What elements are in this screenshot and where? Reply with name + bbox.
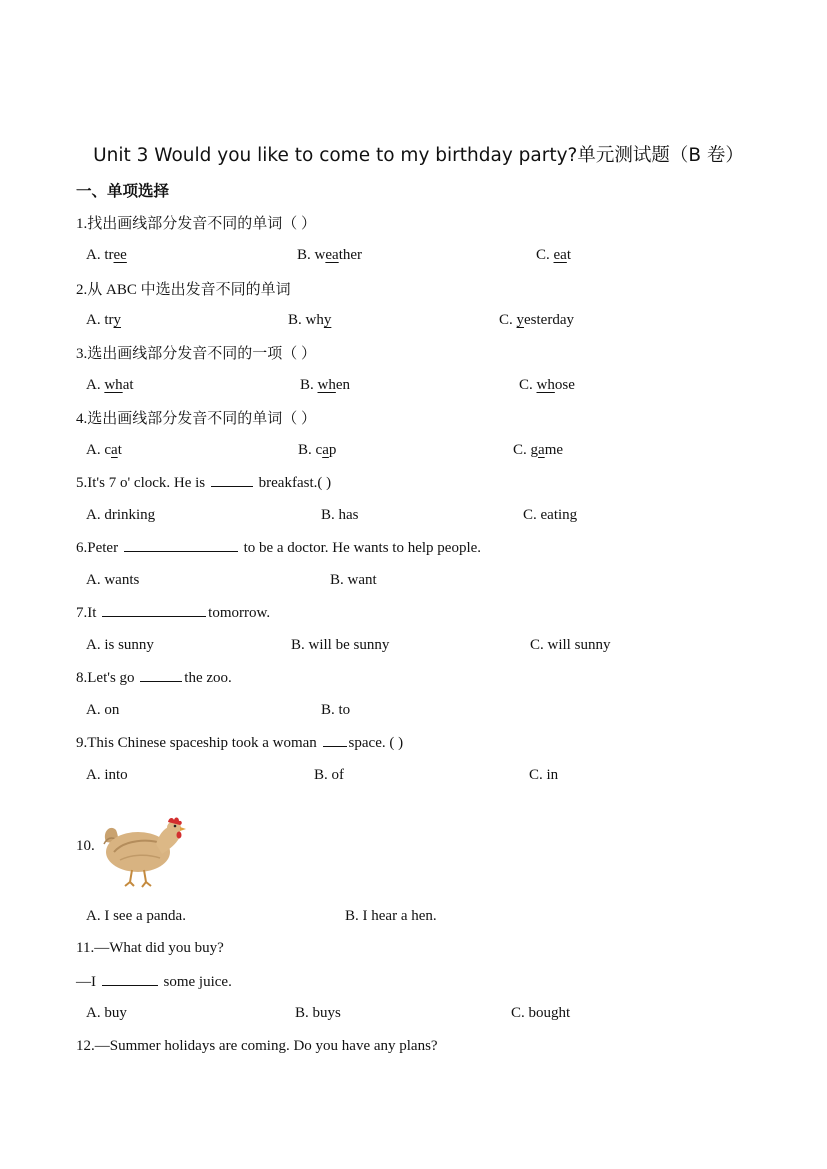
- question-1: 1.找出画线部分发音不同的单词（ ）: [76, 216, 317, 232]
- option-5b[interactable]: B. has: [321, 507, 359, 523]
- question-5: 5.It's 7 o' clock. He is breakfast.( ): [76, 475, 332, 491]
- option-11c[interactable]: C. bought: [511, 1005, 571, 1021]
- option-3a[interactable]: A. what: [86, 377, 134, 393]
- question-2: 2.从 ABC 中选出发音不同的单词: [76, 282, 291, 298]
- option-8a[interactable]: A. on: [86, 702, 120, 718]
- section-heading: 一、单项选择: [76, 182, 170, 200]
- option-6b[interactable]: B. want: [330, 572, 377, 588]
- option-11a[interactable]: A. buy: [86, 1005, 127, 1021]
- question-6: 6.Peter to be a doctor. He wants to help people.: [76, 540, 482, 556]
- option-1b[interactable]: B. weather: [297, 247, 363, 263]
- option-1c[interactable]: C. eat: [536, 247, 572, 263]
- option-8b[interactable]: B. to: [321, 702, 351, 718]
- page-title: Unit 3 Would you like to come to my birthday party?单元测试题（B 卷）: [93, 145, 744, 166]
- option-2a[interactable]: A. try: [86, 312, 122, 328]
- question-8: 8.Let's go the zoo.: [76, 670, 232, 686]
- option-4a[interactable]: A. cat: [86, 442, 122, 458]
- option-11b[interactable]: B. buys: [295, 1005, 341, 1021]
- question-3: 3.选出画线部分发音不同的一项（ ）: [76, 346, 317, 362]
- answer-blank[interactable]: [124, 539, 238, 552]
- option-10a[interactable]: A. I see a panda.: [86, 908, 186, 924]
- option-4b[interactable]: B. cap: [298, 442, 337, 458]
- question-10: 10.: [76, 838, 95, 854]
- question-7: 7.It tomorrow.: [76, 605, 271, 621]
- option-9b[interactable]: B. of: [314, 767, 345, 783]
- answer-blank[interactable]: [211, 474, 253, 487]
- option-1a[interactable]: A. tree: [86, 247, 127, 263]
- question-11: 11.—What did you buy?: [76, 940, 224, 956]
- answer-blank[interactable]: [102, 604, 206, 617]
- option-5c[interactable]: C. eating: [523, 507, 578, 523]
- answer-blank[interactable]: [102, 973, 158, 986]
- answer-blank[interactable]: [323, 734, 347, 747]
- option-7a[interactable]: A. is sunny: [86, 637, 154, 653]
- option-9c[interactable]: C. in: [529, 767, 559, 783]
- option-5a[interactable]: A. drinking: [86, 507, 156, 523]
- question-4: 4.选出画线部分发音不同的单词（ ）: [76, 411, 317, 427]
- option-2c[interactable]: C. yesterday: [499, 312, 574, 328]
- option-2b[interactable]: B. why: [288, 312, 332, 328]
- question-12: 12.—Summer holidays are coming. Do you have any plans?: [76, 1038, 438, 1054]
- option-3c[interactable]: C. whose: [519, 377, 575, 393]
- option-3b[interactable]: B. when: [300, 377, 351, 393]
- option-6a[interactable]: A. wants: [86, 572, 140, 588]
- question-11-line2: —I some juice.: [76, 974, 232, 990]
- answer-blank[interactable]: [140, 669, 182, 682]
- option-4c[interactable]: C. game: [513, 442, 564, 458]
- option-7c[interactable]: C. will sunny: [530, 637, 611, 653]
- option-9a[interactable]: A. into: [86, 767, 128, 783]
- hen-image: [100, 814, 188, 890]
- question-9: 9.This Chinese spaceship took a woman space. ( ): [76, 735, 404, 751]
- option-7b[interactable]: B. will be sunny: [291, 637, 390, 653]
- option-10b[interactable]: B. I hear a hen.: [345, 908, 437, 924]
